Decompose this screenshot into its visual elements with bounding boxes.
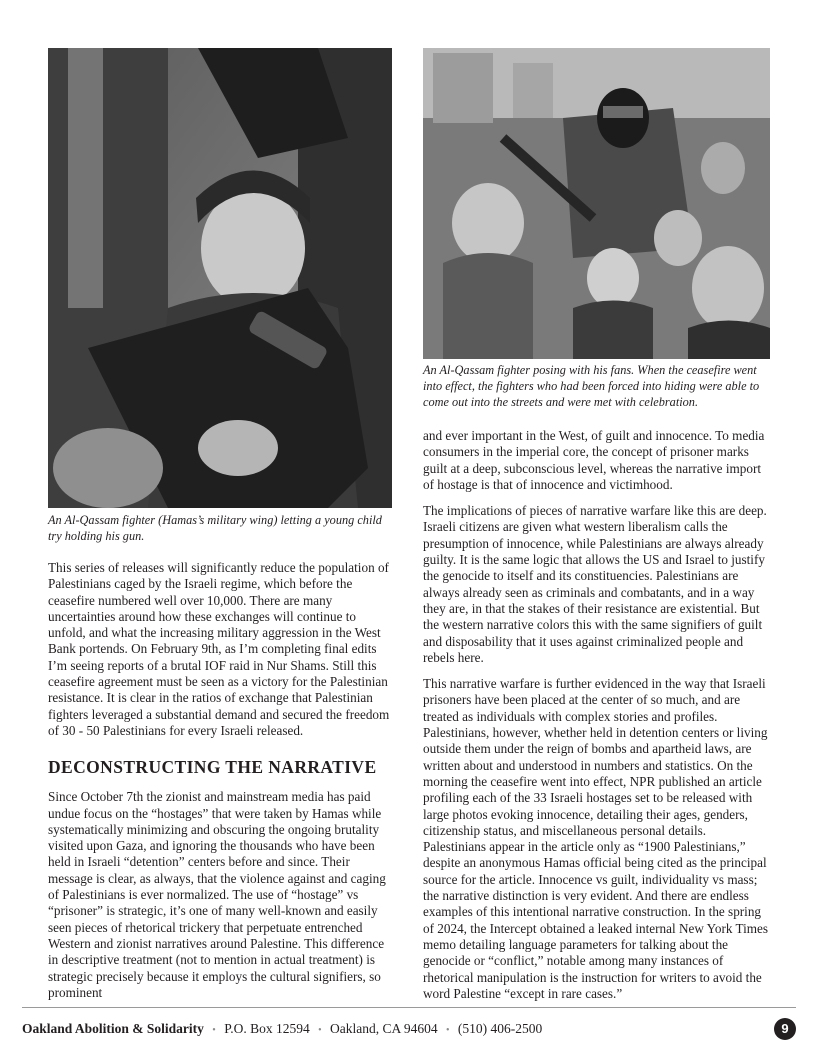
footer-organization: Oakland Abolition & Solidarity [22,1021,204,1036]
footer-separator-2: • [318,1025,322,1036]
right-paragraph-3: This narrative warfare is further evidenced in the way that Israeli prisoners have been placed at the center of so much, and are treated as individuals with complex stories and profiles. Palestinians, however, whether held in detention centers or living outside them under the reign of bombs and apartheid laws, are written about and understood in numbers and statistics. On the morning the ceasefire went into effect, NPR published an article profiling each of the 33 Israeli hostages set to be released with large photos evoking innocence, detailing their ages, genders, citizenship status, and miscellaneous personal details. Palestinians appear in the article only as “1900 Palestinians,” despite an anonymous Hamas official being cited as the principal source for the article. Innocence vs guilt, individuality vs mass; the narrative distinction is very evident. And there are endless examples of this intentional narrative construction. In the spring of 2024, the Intercept obtained a leaked internal New York Times memo detailing language parameters for talking about the genocide or “conflict,” notable among many instances of rhetorical manipulation is the instruction for writers to avoid the word Palestine “except in rare cases.” [423,676,768,1001]
footer-separator-3: • [445,1025,450,1036]
right-column [423,428,770,1012]
footer-city: Oakland, CA 94604 [329,1021,438,1036]
photo-caption-left: An Al-Qassam fighter (Hamas’s military wing) letting a young child try holding his gun. [48,513,382,543]
left-paragraph-1: This series of releases will significantly reduce the population of Palestinians caged by the Israeli regime, which before the ceasefire numbered well over 10,000. There are many uncertainties around how these exchanges will continue to unfold, and what the increasing military aggression in the West Bank portends. On February 9th, as I’m completing final edits I’m seeing reports of a brutal IOF raid in Nur Shams. Still this ceasefire agreement must be seen as a victory for the Palestinian resistance. It is clear in the ratios of exchange that Palestinian fighters leveraged a substantial demand and secured the freedom of 30 - 50 Palestinians for every Israeli released. [48,560,390,738]
photo-caption-right: An Al-Qassam fighter posing with his fans. When the ceasefire went into effect, the fighters who had been forced into hiding were able to come out into the streets and were met with celebration. [423,363,760,409]
right-paragraph-1: and ever important in the West, of guilt and innocence. To media consumers in the imperial core, the concept of prisoner marks guilt at a deep, subconscious level, whereas the narrative import of hostage is that of innocence and victimhood. [423,428,765,492]
footer-divider [22,1007,796,1008]
photo-fighter-with-fans-image [423,48,770,359]
left-column [48,560,394,1011]
footer-separator-1: • [212,1025,216,1036]
photo-fighter-with-child [48,48,392,508]
right-paragraph-2: The implications of pieces of narrative warfare like this are deep. Israeli citizens are given what western liberalism calls the presumption of innocence, while Palestinians are always already guilty. It is the same logic that allows the US and Israel to justify the genocide to itself and its constituencies. Palestinians are always already seen as criminals and combatants, and in a way they are, in that the stakes of their resistance are existential. But the western narrative colors this with the same signifiers of guilt and disposability that it uses against criminalized people and rebels here. [423,503,767,665]
photo-fighter-with-child-image [48,48,392,508]
section-heading: DECONSTRUCTING THE NARRATIVE [48,757,377,778]
page-number: 9 [774,1018,796,1040]
page-footer [22,1019,796,1039]
footer-phone: (510) 406-2500 [457,1021,543,1036]
left-paragraph-2: Since October 7th the zionist and mainstream media has paid undue focus on the “hostages” that were taken by Hamas while systematically minimizing and obscuring the ongoing brutality visited upon Gaza, and ignoring the thousands who have been held in Israeli “detention” centers before and since. Their message is clear, as always, that the violence against and caging of Palestinians is ever normalized. The use of “hostage” vs “prisoner” is strategic, it’s one of many well-known and easily seen pieces of rhetorical trickery that perpetuate entrenched Western and zionist narratives around Palestine. This difference in descriptive treatment (not to mention in actual treatment) is strategic precisely because it employs the cultural signifiers, so prominent [48,789,386,1000]
photo-fighter-with-fans [423,48,770,359]
footer-po-box: P.O. Box 12594 [224,1021,310,1036]
